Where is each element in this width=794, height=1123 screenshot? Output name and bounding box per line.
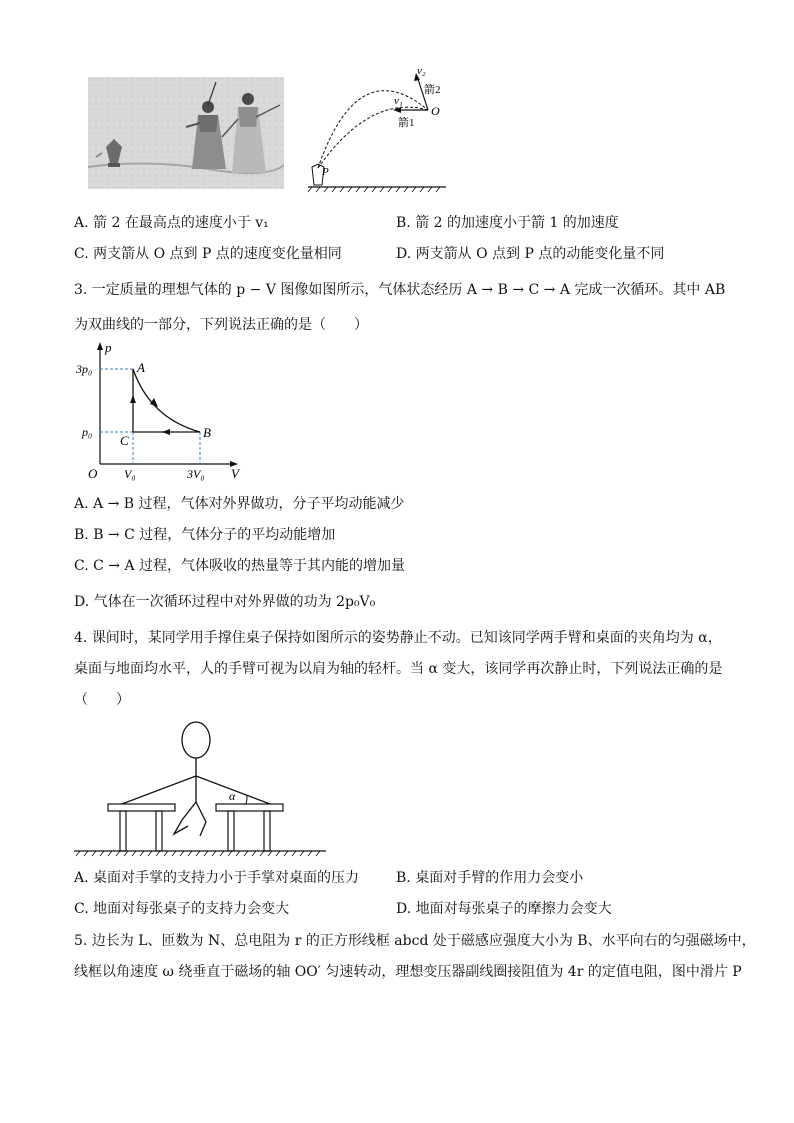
q4-stem-line2: 桌面与地面均水平，人的手臂可视为以肩为轴的轻杆。当 α 变大，该同学再次静止时，下列说法正确的是 <box>74 661 723 677</box>
q2-option-a[interactable]: A. 箭 2 在最高点的速度小于 v₁ <box>74 215 269 231</box>
q5-stem-line1: 5. 边长为 L、匝数为 N、总电阻为 r 的正方形线框 abcd 处于磁感应强度大小为 B、水平向右的匀强磁场中， <box>74 933 756 949</box>
q2-option-b[interactable]: B. 箭 2 的加速度小于箭 1 的加速度 <box>396 215 619 231</box>
arrow1-label: 箭1 <box>398 117 415 129</box>
q3-option-a[interactable]: A. A → B 过程，气体对外界做功，分子平均动能减少 <box>74 496 405 512</box>
q2-option-d[interactable]: D. 两支箭从 O 点到 P 点的动能变化量不同 <box>396 246 665 262</box>
q4-option-c[interactable]: C. 地面对每张桌子的支持力会变大 <box>74 901 290 917</box>
tick-p0: p₀ <box>82 425 93 439</box>
pv-graph <box>74 340 244 482</box>
state-a-label: A <box>137 360 145 375</box>
archery-painting <box>88 77 284 189</box>
q3-option-d[interactable]: D. 气体在一次循环过程中对外界做的功为 2p₀V₀ <box>74 594 376 610</box>
state-b-label: B <box>203 425 211 440</box>
q4-stem-line1: 4. 课间时，某同学用手撑住桌子保持如图所示的姿势静止不动。已知该同学两手臂和桌面的夹角均为 α， <box>74 630 722 646</box>
q3-option-c[interactable]: C. C → A 过程，气体吸收的热量等于其内能的增加量 <box>74 558 406 574</box>
q2-option-c[interactable]: C. 两支箭从 O 点到 P 点的速度变化量相同 <box>74 246 342 262</box>
q4-stem-line3: （ ） <box>74 692 130 708</box>
q4-option-d[interactable]: D. 地面对每张桌子的摩擦力会变大 <box>396 901 612 917</box>
q3-stem-line2: 为双曲线的一部分，下列说法正确的是（ ） <box>74 317 368 333</box>
arrow2-label: 箭2 <box>424 84 441 96</box>
v-axis-label: V <box>231 466 239 481</box>
origin-label: O <box>88 466 98 481</box>
tick-v0: V₀ <box>124 467 136 481</box>
q5-stem-line2: 线框以角速度 ω 绕垂直于磁场的轴 OO′ 匀速转动，理想变压器副线圈接阻值为 4r 的定值电阻，图中滑片 P <box>74 964 742 980</box>
state-c-label: C <box>120 433 129 448</box>
point-o-label: O <box>431 104 440 118</box>
q3-option-b[interactable]: B. B → C 过程，气体分子的平均动能增加 <box>74 527 336 543</box>
v1-label: v₁ <box>394 95 403 107</box>
desk-figure <box>70 718 330 858</box>
p-axis-label: p <box>105 340 112 355</box>
point-p-label: P <box>322 166 329 178</box>
q4-option-a[interactable]: A. 桌面对手掌的支持力小于手掌对桌面的压力 <box>74 870 360 886</box>
tick-3v0: 3V₀ <box>187 467 205 481</box>
q3-stem-line1: 3. 一定质量的理想气体的 p − V 图像如图所示，气体状态经历 A → B → C → A 完成一次循环。其中 AB <box>74 282 726 298</box>
arrow-trajectory-diagram <box>300 64 450 194</box>
v2-label: v₂ <box>417 65 426 77</box>
alpha-label: α <box>229 789 236 803</box>
tick-3p0: 3p₀ <box>76 362 93 376</box>
q4-option-b[interactable]: B. 桌面对手臂的作用力会变小 <box>396 870 584 886</box>
